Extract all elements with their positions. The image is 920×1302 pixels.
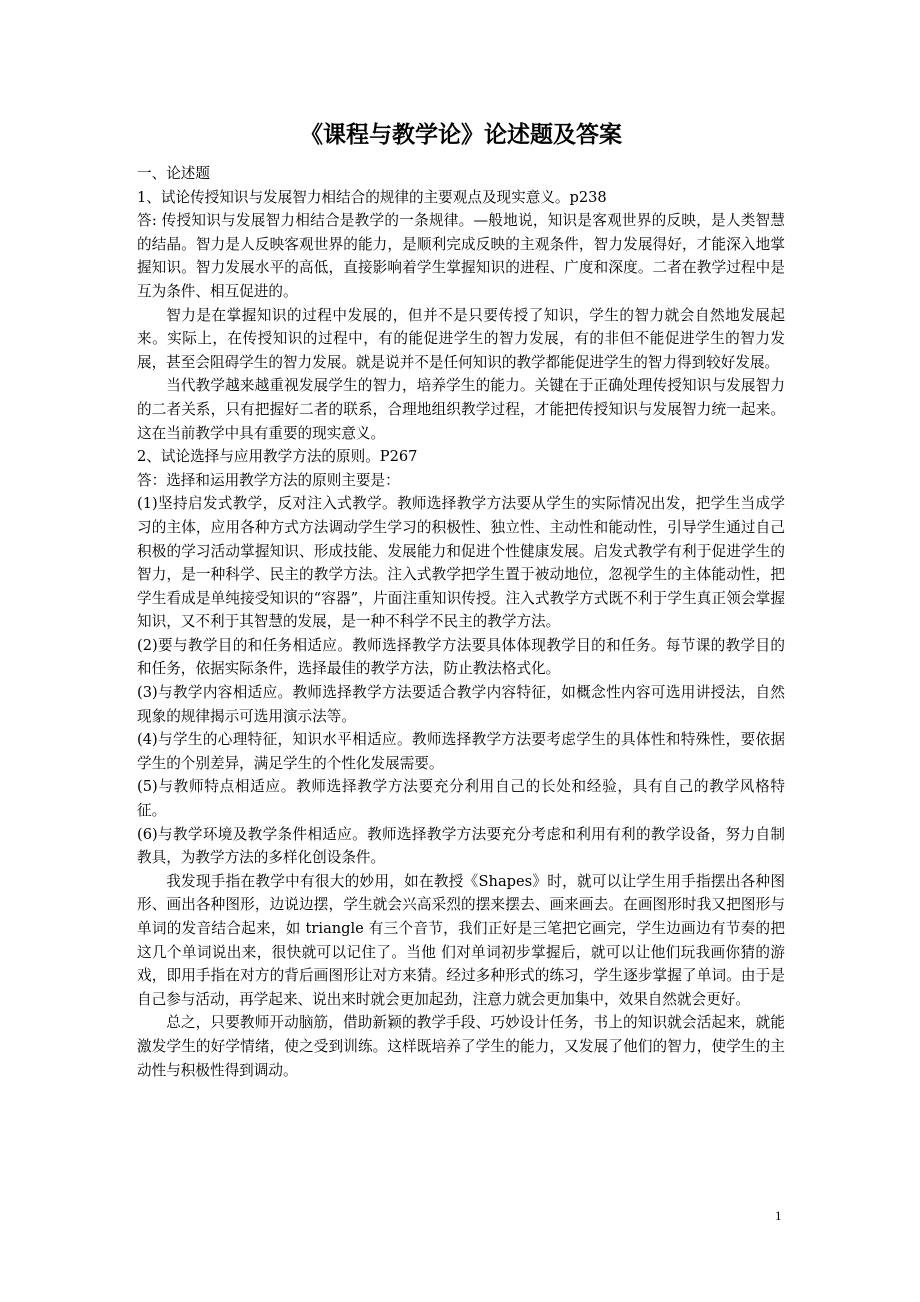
document-body <box>137 118 785 1082</box>
paragraph: 答：选择和运用教学方法的原则主要是： <box>137 471 400 489</box>
paragraph: 2、试论选择与应用教学方法的原则。P267 <box>137 448 418 466</box>
paragraph: 我发现手指在教学中有很大的妙用，如在教授《Shapes》时，就可以让学生用手指摆出各种图形、画出各种图形，边说边摆，学生就会兴高采烈的摆来摆去、画来画去。在画图形时我又把图形与单词的发音结合起来，如 triangle 有三个音节，我们正好是三笔把它画完，学生边画边有节奏的把这几个单词说出来，很快就可以记住了。当他 们对单词初步掌握后，就可以让他们玩我画你猜的游戏，即用手指在对方的背后画图形让对方来猜。经过多种形式的练习，学生逐步掌握了单词。由于是自己参与活动，再学起来、说出来时就会更加起劲，注意力就会更加集中，效果自然就会更好。 <box>137 872 785 1008</box>
paragraph: 1、试论传授知识与发展智力相结合的规律的主要观点及现实意义。p238 <box>137 188 607 206</box>
document-title: 《课程与教学论》论述题及答案 <box>300 121 622 148</box>
paragraph: 智力是在掌握知识的过程中发展的，但并不是只要传授了知识，学生的智力就会自然地发展起来。实际上，在传授知识的过程中，有的能促进学生的智力发展，有的非但不能促进学生的智力发展，甚至会阻碍学生的智力发展。就是说并不是任何知识的教学都能促进学生的智力得到较好发展。 <box>137 306 785 371</box>
paragraph: (3)与教学内容相适应。教师选择教学方法要适合教学内容特征，如概念性内容可选用讲授法，自然现象的规律揭示可选用演示法等。 <box>137 684 785 725</box>
paragraph: (2)要与教学目的和任务相适应。教师选择教学方法要具体体现教学目的和任务。每节课的教学目的和任务，依据实际条件，选择最佳的教学方法，防止教法格式化。 <box>137 636 785 678</box>
paragraph: 一、论述题 <box>137 165 210 182</box>
paragraph-list <box>137 162 785 1082</box>
page-number: 1 <box>775 1208 782 1223</box>
paragraph: (1)坚持启发式教学，反对注入式教学。教师选择教学方法要从学生的实际情况出发，把学生当成学习的主体，应用各种方式方法调动学生学习的积极性、独立性、主动性和能动性，引导学生通过自己积极的学习活动掌握知识、形成技能、发展能力和促进个性健康发展。启发式教学有利于促进学生的智力，是一种科学、民主的教学方法。注入式教学把学生置于被动地位，忽视学生的主体能动性，把学生看成是单纯接受知识的“容器”，片面注重知识传授。注入式教学方式既不利于学生真正领会掌握知识，又不利于其智慧的发展，是一种不科学不民主的教学方法。 <box>137 495 785 631</box>
paragraph: 当代教学越来越重视发展学生的智力，培养学生的能力。关键在于正确处理传授知识与发展智力的二者关系，只有把握好二者的联系，合理地组织教学过程，才能把传授知识与发展智力统一起来。这在当前教学中具有重要的现实意义。 <box>137 377 785 442</box>
paragraph: (6)与教学环境及教学条件相适应。教师选择教学方法要充分考虑和利用有利的教学设备，努力自制教具，为教学方法的多样化创设条件。 <box>137 825 785 867</box>
paragraph: 总之，只要教师开动脑筋，借助新颖的教学手段、巧妙设计任务，书上的知识就会活起来，就能激发学生的好学情绪，使之受到训练。这样既培养了学生的能力，又发展了他们的智力，使学生的主动性与积极性得到调动。 <box>137 1014 785 1079</box>
paragraph: (5)与教师特点相适应。教师选择教学方法要充分利用自己的长处和经验，具有自己的教学风格特征。 <box>137 778 785 820</box>
paragraph: (4)与学生的心理特征，知识水平相适应。教师选择教学方法要考虑学生的具体性和特殊性，要依据学生的个别差异，满足学生的个性化发展需要。 <box>137 731 785 772</box>
paragraph: 答: 传授知识与发展智力相结合是教学的一条规律。—般地说，知识是客观世界的反映，是人类智慧的结晶。智力是人反映客观世界的能力，是顺利完成反映的主观条件，智力发展得好，才能深入地掌握知识。智力发展水平的高低，直接影响着学生掌握知识的进程、广度和深度。二者在教学过程中是互为条件、相互促进的。 <box>137 212 785 300</box>
